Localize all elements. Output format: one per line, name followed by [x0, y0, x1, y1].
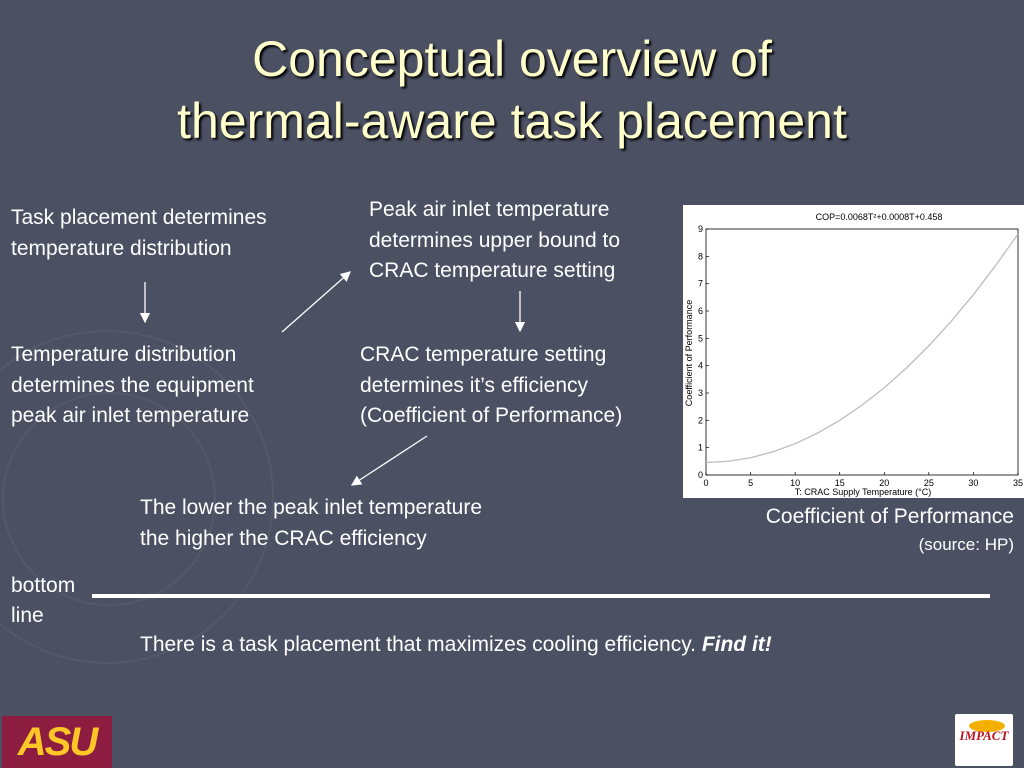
- title-line-2: thermal-aware task placement: [177, 93, 847, 149]
- lower-line-2: the higher the CRAC efficiency: [140, 526, 427, 550]
- chart-title: COP=0.0068T²+0.0008T+0.458: [815, 212, 943, 222]
- y-tick-label: 0: [697, 470, 703, 480]
- chart-caption: Coefficient of Performance: [765, 505, 1014, 528]
- y-tick-label: 8: [697, 251, 703, 262]
- x-tick-label: 20: [879, 478, 890, 488]
- impact-logo: [955, 714, 1013, 766]
- x-tick-label: 10: [790, 478, 801, 488]
- cop-chart-svg: [683, 205, 1024, 498]
- crac-line-3: (Coefficient of Performance): [360, 404, 623, 427]
- chart-axes: [706, 229, 1018, 475]
- cop-curve: [706, 234, 1018, 462]
- bottom-line-word-1: bottom: [11, 574, 76, 597]
- x-tick-label: 15: [834, 478, 845, 488]
- y-tick-label: 5: [697, 333, 703, 344]
- temp-line-3: peak air inlet temperature: [11, 404, 250, 427]
- title-line-1: Conceptual overview of: [252, 31, 772, 87]
- temp-line-2: determines the equipment: [11, 373, 254, 397]
- arrow-crac-to-lower: [352, 436, 427, 485]
- task-line-1: Task placement determines: [11, 206, 267, 229]
- impact-logo-text: IMPACT: [959, 728, 1009, 743]
- x-tick-label: 30: [968, 478, 979, 488]
- x-tick-label: 0: [703, 478, 709, 488]
- peak-line-3: CRAC temperature setting: [369, 259, 616, 282]
- y-tick-label: 4: [697, 360, 703, 371]
- task-line-2: temperature distribution: [11, 236, 232, 260]
- y-axis-label: Coefficient of Performance: [684, 299, 694, 407]
- x-tick-label: 25: [923, 478, 934, 488]
- chart-source: (source: HP): [918, 535, 1014, 554]
- peak-line-2: determines upper bound to: [369, 228, 621, 252]
- crac-line-1: CRAC temperature setting: [360, 343, 607, 366]
- temp-line-1: Temperature distribution: [11, 343, 237, 366]
- conclusion-text: [140, 630, 772, 660]
- x-tick-label: 35: [1012, 478, 1024, 488]
- y-tick-label: 2: [697, 415, 703, 426]
- chart-ticks: [698, 224, 1023, 488]
- y-tick-label: 6: [697, 306, 703, 316]
- y-tick-label: 7: [697, 278, 703, 289]
- bottom-line-word-2: line: [11, 604, 44, 627]
- crac-line-2: determines it’s efficiency: [360, 373, 588, 397]
- conclusion-emphasis: Find it!: [701, 633, 772, 656]
- peak-line-1: Peak air inlet temperature: [369, 198, 610, 221]
- asu-logo: ASU: [2, 716, 112, 768]
- arrow-temp-to-peak: [282, 272, 350, 332]
- lower-line-1: The lower the peak inlet temperature: [140, 496, 483, 519]
- x-axis-label: T: CRAC Supply Temperature (°C): [794, 487, 932, 497]
- plot-frame: [706, 229, 1018, 475]
- x-tick-label: 5: [748, 478, 754, 488]
- cop-chart: [683, 205, 1024, 498]
- bottom-line-label: [11, 571, 75, 631]
- conclusion-statement: There is a task placement that maximizes cooling efficiency.: [140, 633, 696, 656]
- y-tick-label: 9: [697, 224, 703, 234]
- bottom-line-rule: [92, 594, 990, 598]
- y-tick-label: 1: [697, 442, 703, 453]
- y-tick-label: 3: [697, 388, 703, 398]
